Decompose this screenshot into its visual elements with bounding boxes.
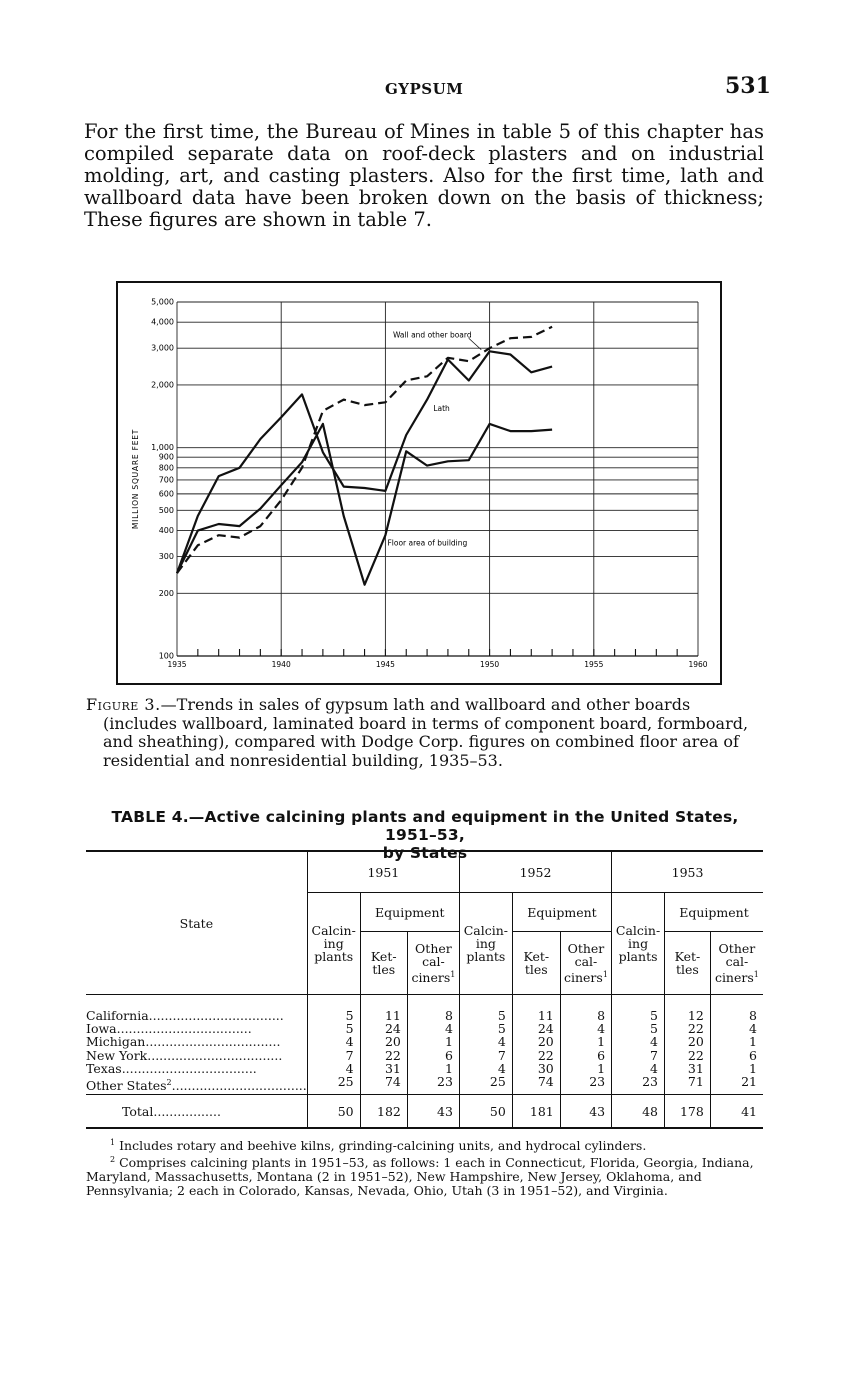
y-tick-label: 4,000 <box>151 317 174 327</box>
y-tick-label: 300 <box>158 552 174 562</box>
table-cell: 23 <box>407 1075 459 1095</box>
y-tick-label: 3,000 <box>151 343 174 353</box>
footnote-1: $^1$ Includes rotary and beehive kilns, grinding-calcining units, and hydrocal cylinders. <box>110 1138 647 1154</box>
total-cell: 41 <box>710 1095 763 1129</box>
table-cell: 4 <box>307 1035 360 1048</box>
total-cell: 182 <box>360 1095 407 1129</box>
y-tick-label: 700 <box>158 475 174 485</box>
table-row <box>86 1035 763 1048</box>
figure-label: Figure 3. <box>86 695 161 714</box>
y-tick-label: 800 <box>158 463 174 473</box>
table-cell: 21 <box>710 1075 763 1095</box>
table-cell: 4 <box>407 1022 459 1035</box>
state-cell: New York.................................. <box>86 1048 283 1062</box>
x-tick-label: 1945 <box>375 660 395 669</box>
table-body <box>86 995 763 1095</box>
table-row <box>86 1049 763 1062</box>
leader-dots: ................. <box>153 1103 221 1119</box>
table-cell: 31 <box>360 1062 407 1075</box>
state-cell: Michigan.................................. <box>86 1035 281 1049</box>
leader-dots: .................................. <box>171 1078 307 1094</box>
table-cell: 20 <box>360 1035 407 1048</box>
series-annotation: Wall and other board <box>393 330 472 340</box>
table-cell: 71 <box>664 1075 710 1095</box>
y-tick-label: 400 <box>158 526 174 536</box>
figure-caption <box>86 696 764 770</box>
other-calciners-header-1953: Other cal-ciners$^1$ <box>710 932 763 995</box>
y-tick-label: 2,000 <box>151 380 174 390</box>
table-cell: 11 <box>360 995 407 1023</box>
series-annotation: Floor area of building <box>387 538 468 548</box>
table-cell: 5 <box>307 1022 360 1035</box>
table-cell: 6 <box>560 1049 611 1062</box>
table-cell: 5 <box>612 1022 665 1035</box>
equipment-header-1951: Equipment <box>360 893 459 932</box>
state-cell: Other States$^2$.................................. <box>86 1078 307 1094</box>
table-cell: 74 <box>360 1075 407 1095</box>
table-cell: 7 <box>307 1049 360 1062</box>
total-row <box>86 1095 763 1129</box>
table-cell: 1 <box>710 1035 763 1048</box>
kettles-header-1953: Ket-tles <box>664 932 710 995</box>
running-head: GYPSUM <box>385 80 464 98</box>
table-cell: 5 <box>612 995 665 1023</box>
state-cell: Texas.................................. <box>86 1061 257 1076</box>
page-number: 531 <box>725 73 771 99</box>
table-cell: 22 <box>664 1049 710 1062</box>
table-cell: 1 <box>560 1062 611 1075</box>
table-cell: 22 <box>512 1049 560 1062</box>
table-cell: 1 <box>710 1062 763 1075</box>
table-row <box>86 1075 763 1095</box>
table-cell: 7 <box>459 1049 512 1062</box>
total-cell: 50 <box>307 1095 360 1129</box>
table-cell: 1 <box>407 1062 459 1075</box>
kettles-header-1951: Ket-tles <box>360 932 407 995</box>
calcining-plants-header-1953: Calcin-ing plants <box>612 893 665 995</box>
table-cell: 22 <box>360 1049 407 1062</box>
table-cell: 7 <box>612 1049 665 1062</box>
table-cell: 4 <box>710 1022 763 1035</box>
y-tick-label: 100 <box>158 651 174 661</box>
table-cell: 1 <box>407 1035 459 1048</box>
table-cell: 25 <box>307 1075 360 1095</box>
table-cell: 4 <box>560 1022 611 1035</box>
y-axis-label: MILLION SQUARE FEET <box>131 428 140 530</box>
table-cell: 4 <box>307 1062 360 1075</box>
y-tick-label: 200 <box>158 588 174 598</box>
caption-line-4: residential and nonresidential building, 1935–53. <box>103 750 503 770</box>
table-cell: 8 <box>560 995 611 1023</box>
leader-dots: .................................. <box>147 1048 283 1062</box>
table-cell: 20 <box>664 1035 710 1048</box>
caption-line-1: —Trends in sales of gypsum lath and wallboard and other boards <box>160 695 691 714</box>
table-title-line-1: TABLE 4.—Active calcining plants and equipment in the United States, 1951–53, <box>111 808 739 844</box>
table-cell: 23 <box>612 1075 665 1095</box>
leader-dots: .................................. <box>145 1035 281 1049</box>
series-line-wall-and-other-board <box>177 327 552 573</box>
leader-dots: .................................. <box>121 1061 257 1076</box>
table-title-line-2: by States <box>382 844 468 862</box>
other-calciners-header-1951: Other cal-ciners$^1$ <box>407 932 459 995</box>
total-cell: 43 <box>560 1095 611 1129</box>
table-cell: 8 <box>710 995 763 1023</box>
state-header: State <box>86 851 307 995</box>
table-cell: 4 <box>612 1035 665 1048</box>
table-cell: 24 <box>360 1022 407 1035</box>
y-tick-label: 1,000 <box>151 443 174 453</box>
y-tick-label: 5,000 <box>151 297 174 307</box>
trend-chart <box>118 283 720 683</box>
table-cell: 4 <box>459 1062 512 1075</box>
table-cell: 74 <box>512 1075 560 1095</box>
x-tick-label: 1940 <box>271 660 291 669</box>
x-tick-label: 1935 <box>167 660 187 669</box>
table-cell: 5 <box>307 995 360 1023</box>
table-row <box>86 995 763 1023</box>
table-cell: 11 <box>512 995 560 1023</box>
state-cell: Iowa.................................. <box>86 1022 252 1036</box>
table-row <box>86 1022 763 1035</box>
caption-line-3: and sheathing), compared with Dodge Corp. figures on combined floor area of <box>103 732 739 751</box>
table-cell: 5 <box>459 995 512 1023</box>
table-cell: 12 <box>664 995 710 1023</box>
y-tick-label: 600 <box>158 489 174 499</box>
calcining-plants-header-1951: Calcin-ing plants <box>307 893 360 995</box>
table-cell: 4 <box>612 1062 665 1075</box>
table-cell: 23 <box>560 1075 611 1095</box>
caption-line-2: (includes wallboard, laminated board in terms of component board, formboard, <box>103 713 749 733</box>
leader-dots: .................................. <box>148 1008 284 1023</box>
total-cell: 178 <box>664 1095 710 1129</box>
table-row <box>86 1062 763 1075</box>
y-tick-label: 500 <box>158 505 174 515</box>
calcining-plants-table <box>86 850 763 1129</box>
table-cell: 20 <box>512 1035 560 1048</box>
table-cell: 6 <box>710 1049 763 1062</box>
table-cell: 5 <box>459 1022 512 1035</box>
year-header-1953: 1953 <box>612 851 763 893</box>
kettles-header-1952: Ket-tles <box>512 932 560 995</box>
figure-frame <box>116 281 722 685</box>
calcining-plants-header-1952: Calcin-ing plants <box>459 893 512 995</box>
table-cell: 24 <box>512 1022 560 1035</box>
total-cell: 43 <box>407 1095 459 1129</box>
equipment-header-1952: Equipment <box>512 893 611 932</box>
equipment-header-1953: Equipment <box>664 893 763 932</box>
total-cell: 48 <box>612 1095 665 1129</box>
table-cell: 30 <box>512 1062 560 1075</box>
year-header-1951: 1951 <box>307 851 459 893</box>
table-cell: 22 <box>664 1022 710 1035</box>
x-tick-label: 1955 <box>584 660 604 669</box>
year-header-1952: 1952 <box>459 851 611 893</box>
table-cell: 25 <box>459 1075 512 1095</box>
table-cell: 8 <box>407 995 459 1023</box>
total-label: Total................. <box>86 1095 307 1129</box>
footnote-2: $^2$ Comprises calcining plants in 1951–53, as follows: 1 each in Connecticut, Florida, Georgia, Indiana, Maryland, Massachusetts, Montana (2 in 1951–52), New Hampshire, New Jersey, Oklahoma, and Pennsylvania; 2 each in Colorado, Kansas, Nevada, Ohio, Utah (3 in 1951–52), and Virginia. <box>86 1155 754 1199</box>
x-tick-label: 1960 <box>688 660 708 669</box>
table-cell: 31 <box>664 1062 710 1075</box>
table-cell: 4 <box>459 1035 512 1048</box>
x-tick-label: 1950 <box>480 660 500 669</box>
table-cell: 1 <box>560 1035 611 1048</box>
state-cell: California.................................. <box>86 1008 284 1023</box>
series-annotation: Lath <box>433 403 450 413</box>
other-calciners-header-1952: Other cal-ciners$^1$ <box>560 932 611 995</box>
table-cell: 6 <box>407 1049 459 1062</box>
footnotes <box>86 1136 766 1198</box>
total-cell: 50 <box>459 1095 512 1129</box>
total-cell: 181 <box>512 1095 560 1129</box>
leader-dots: .................................. <box>116 1022 252 1036</box>
intro-paragraph: For the first time, the Bureau of Mines in table 5 of this chapter has compiled separate data on roof-deck plasters and on industrial molding, art, and casting plasters. Also for the first time, lath and wallboard data have been broken down on the basis of thickness; These figures are shown in table 7. <box>84 120 764 231</box>
y-tick-label: 900 <box>158 452 174 462</box>
